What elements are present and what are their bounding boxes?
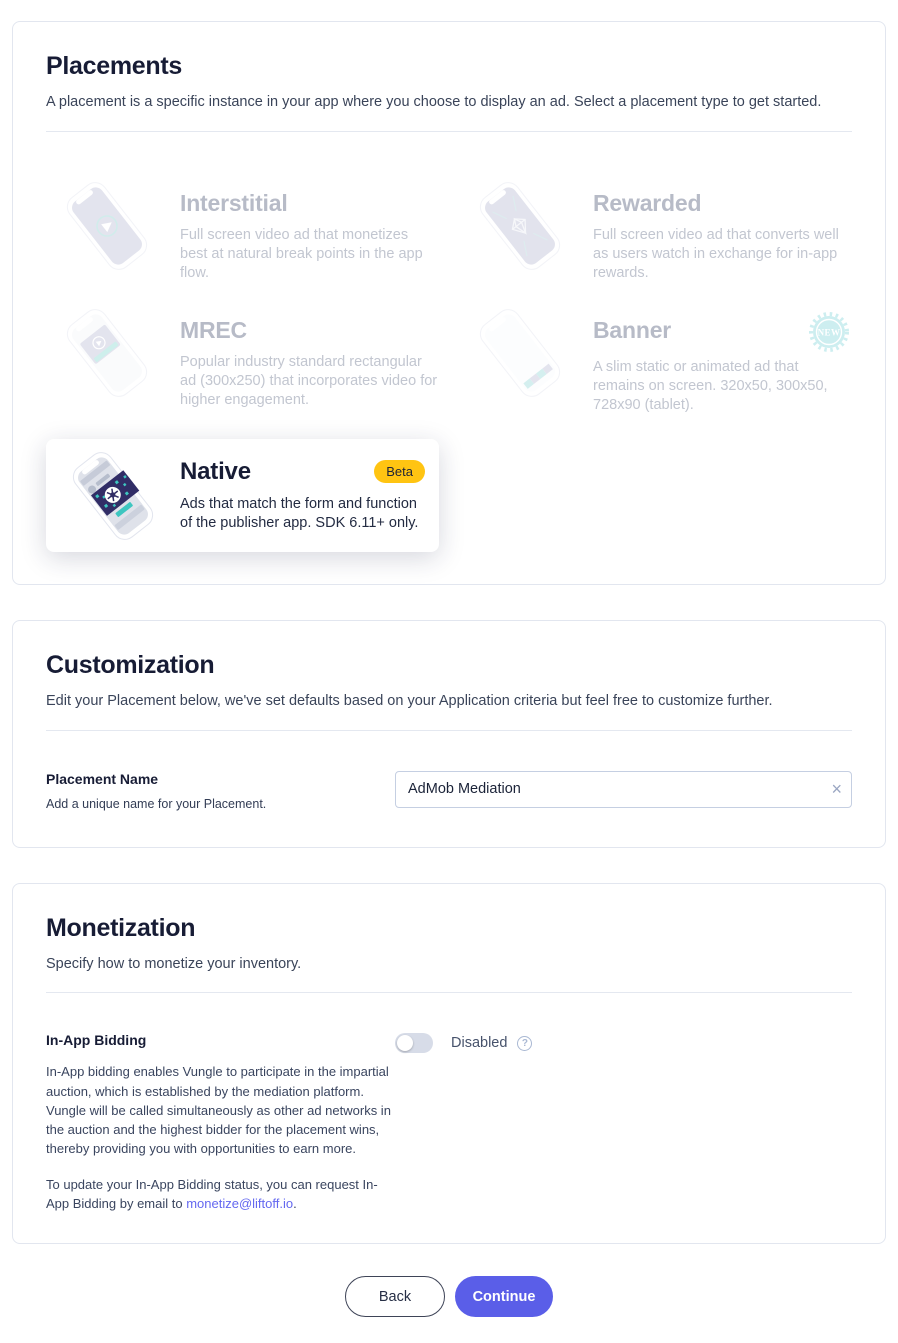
monetization-subtitle: Specify how to monetize your inventory.: [46, 955, 302, 972]
svg-text:NEW: NEW: [817, 327, 841, 338]
empty-grid-cell: [459, 435, 852, 552]
in-app-bidding-row: [46, 993, 852, 1213]
help-icon[interactable]: ?: [517, 1036, 532, 1051]
beta-badge: Beta: [374, 460, 425, 483]
clear-input-icon[interactable]: ×: [827, 776, 846, 802]
monetize-email-link[interactable]: monetize@liftoff.io: [186, 1196, 294, 1212]
placement-option-title: Interstitial: [180, 189, 288, 216]
placement-option-description: A slim static or animated ad that remains on screen. 320x50, 300x50, 728x90 (tablet).: [593, 358, 828, 414]
banner-phone-icon: [459, 303, 579, 403]
in-app-bidding-toggle[interactable]: [395, 1033, 433, 1053]
placement-name-row: [46, 731, 852, 811]
placement-option-native[interactable]: [46, 439, 439, 552]
back-button[interactable]: Back: [345, 1276, 445, 1317]
placement-option-description: Popular industry standard rectangular ad (300x250) that incorporates video for higher engagement.: [180, 353, 438, 409]
placement-option-rewarded[interactable]: [459, 176, 852, 283]
monetization-card: [12, 883, 886, 1244]
rewarded-phone-icon: [459, 176, 579, 276]
new-badge-icon: [808, 311, 850, 358]
in-app-bidding-description: In-App bidding enables Vungle to participate in the impartial auction, which is established by the mediation platform. Vungle will be called simultaneously as other ad networks in the auction and the highest bidder for the placement wins, thereby providing you with opportunities to earn more.: [46, 1064, 391, 1156]
placements-subtitle: A placement is a specific instance in your app where you choose to display an ad. Select a placement type to get started.: [46, 94, 822, 110]
placement-option-description: Full screen video ad that converts well as users watch in exchange for in-app rewards.: [593, 226, 839, 281]
placement-type-grid: [46, 132, 852, 553]
placement-option-title: Rewarded: [593, 189, 702, 216]
in-app-bidding-status: Disabled: [451, 1035, 508, 1052]
customization-title: Customization: [46, 651, 215, 680]
placement-option-mrec[interactable]: [46, 303, 439, 415]
continue-button[interactable]: Continue: [455, 1276, 553, 1317]
placement-name-helper: Add a unique name for your Placement.: [46, 796, 267, 811]
footer-actions: [0, 1276, 898, 1317]
native-phone-icon: [52, 446, 172, 546]
monetization-title: Monetization: [46, 913, 196, 942]
placements-card: [12, 21, 886, 585]
customization-subtitle: Edit your Placement below, we've set defaults based on your Application criteria but feel free to customize further.: [46, 693, 773, 710]
mrec-phone-icon: [46, 303, 166, 403]
placement-name-label: Placement Name: [46, 770, 159, 787]
placement-option-title: Banner: [593, 316, 672, 343]
in-app-bidding-label: In-App Bidding: [46, 1032, 147, 1049]
placement-option-title: MREC: [180, 316, 247, 343]
placement-option-interstitial[interactable]: [46, 176, 439, 283]
placement-option-title: Native: [180, 458, 251, 486]
placements-title: Placements: [46, 52, 182, 80]
placement-option-description: Full screen video ad that monetizes best at natural break points in the app flow.: [180, 226, 423, 281]
placement-option-banner[interactable]: [459, 303, 852, 415]
in-app-bidding-update-note: To update your In-App Bidding status, you can request In-App Bidding by email to monetize@liftoff.io.: [46, 1176, 378, 1212]
placement-name-input[interactable]: [395, 771, 852, 808]
placement-option-description: Ads that match the form and function of the publisher app. SDK 6.11+ only.: [180, 496, 419, 532]
toggle-knob: [397, 1035, 413, 1051]
interstitial-phone-icon: [46, 176, 166, 276]
customization-card: [12, 620, 886, 848]
